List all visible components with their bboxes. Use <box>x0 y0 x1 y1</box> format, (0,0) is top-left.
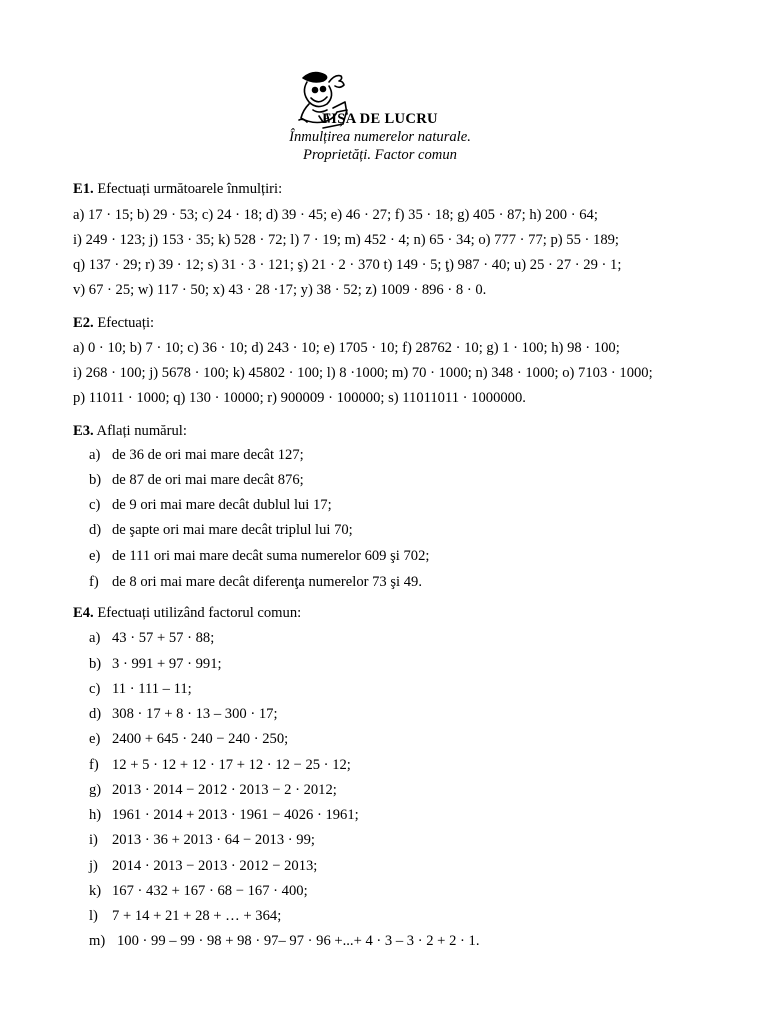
item-text: 2400 + 645 · 240 − 240 · 250; <box>112 731 289 747</box>
item-label: e) <box>89 731 101 747</box>
exercise-4-label: E4. <box>73 605 94 621</box>
exercise-2-instruction: Efectuați: <box>97 315 155 331</box>
exercise-1-line: q) 137 · 29; r) 39 · 12; s) 31 · 3 · 121; ş) 21 · 2 · 370 t) 149 · 5; ţ) 987 · 40; u) 25 · 27 · 29 · 1; <box>73 257 622 273</box>
item-label: a) <box>89 447 101 463</box>
item-label: a) <box>89 630 101 646</box>
exercise-4-item <box>89 807 359 824</box>
item-label: h) <box>89 807 102 823</box>
worksheet-subtitle-properties: Proprietăți. Factor comun <box>303 147 457 163</box>
item-text: 2013 · 2014 − 2012 · 2013 − 2 · 2012; <box>112 782 337 798</box>
exercise-3-item <box>89 447 304 464</box>
exercise-4-item <box>89 731 288 748</box>
exercise-3-item <box>89 522 353 539</box>
exercise-3-item <box>89 574 422 591</box>
item-label: f) <box>89 574 99 590</box>
item-text: de 36 de ori mai mare decât 127; <box>112 447 304 463</box>
item-label: g) <box>89 782 102 798</box>
exercise-1-line: v) 67 · 25; w) 117 · 50; x) 43 · 28 ·17; y) 38 · 52; z) 1009 · 896 · 8 · 0. <box>73 282 487 298</box>
exercise-1-line: i) 249 · 123; j) 153 · 35; k) 528 · 72; l) 7 · 19; m) 452 · 4; n) 65 · 34; o) 777 · 77; p) 55 · 189; <box>73 232 619 248</box>
exercise-2-label: E2. <box>73 315 94 331</box>
item-label: b) <box>89 656 102 672</box>
exercise-3-item <box>89 497 332 514</box>
exercise-3-item <box>89 548 429 565</box>
item-text: 308 · 17 + 8 · 13 – 300 · 17; <box>112 706 278 722</box>
item-label: d) <box>89 522 102 538</box>
item-text: de 8 ori mai mare decât diferenţa numerelor 73 şi 49. <box>112 574 422 590</box>
item-text: de şapte ori mai mare decât triplul lui 70; <box>112 522 353 538</box>
item-text: 100 · 99 – 99 · 98 + 98 · 97– 97 · 96 +...+ 4 · 3 – 3 · 2 + 2 · 1. <box>117 933 480 949</box>
exercise-4-instruction: Efectuați utilizând factorul comun: <box>97 605 302 621</box>
exercise-4-item <box>89 656 222 673</box>
exercise-4-item <box>89 908 281 925</box>
item-label: d) <box>89 706 102 722</box>
item-text: 11 · 111 – 11; <box>112 681 192 697</box>
exercise-3-item <box>89 472 304 489</box>
item-text: de 87 de ori mai mare decât 876; <box>112 472 304 488</box>
item-label: c) <box>89 681 101 697</box>
exercise-1-heading <box>73 181 282 198</box>
item-text: 167 · 432 + 167 · 68 − 167 · 400; <box>112 883 308 899</box>
item-label: f) <box>89 757 99 773</box>
item-text: de 111 ori mai mare decât suma numerelor 609 şi 702; <box>112 548 430 564</box>
item-text: de 9 ori mai mare decât dublul lui 17; <box>112 497 332 513</box>
exercise-2-heading <box>73 315 154 332</box>
exercise-4-item <box>89 933 479 950</box>
exercise-2-line: a) 0 · 10; b) 7 · 10; c) 36 · 10; d) 243 · 10; e) 1705 · 10; f) 28762 · 10; g) 1 · 100; h) 98 · 100; <box>73 340 620 356</box>
exercise-3-heading <box>73 423 187 440</box>
exercise-4-item <box>89 681 192 698</box>
item-text: 43 · 57 + 57 · 88; <box>112 630 215 646</box>
worksheet-subtitle-topic: Înmulțirea numerelor naturale. <box>289 129 471 145</box>
item-text: 1961 · 2014 + 2013 · 1961 − 4026 · 1961; <box>112 807 359 823</box>
exercise-4-item <box>89 757 351 774</box>
exercise-4-item <box>89 883 308 900</box>
item-label: b) <box>89 472 102 488</box>
item-text: 2014 · 2013 − 2013 · 2012 − 2013; <box>112 858 318 874</box>
item-label: e) <box>89 548 101 564</box>
item-label: m) <box>89 933 106 949</box>
exercise-4-item <box>89 706 278 723</box>
item-text: 12 + 5 · 12 + 12 · 17 + 12 · 12 − 25 · 12; <box>112 757 351 773</box>
exercise-4-item <box>89 630 214 647</box>
item-text: 2013 · 36 + 2013 · 64 − 2013 · 99; <box>112 832 315 848</box>
item-label: i) <box>89 832 98 848</box>
item-text: 7 + 14 + 21 + 28 + … + 364; <box>112 908 282 924</box>
exercise-4-heading <box>73 605 301 622</box>
exercise-1-line: a) 17 · 15; b) 29 · 53; c) 24 · 18; d) 39 · 45; e) 46 · 27; f) 35 · 18; g) 405 · 87; h) 200 · 64; <box>73 207 598 223</box>
item-text: 3 · 991 + 97 · 991; <box>112 656 222 672</box>
worksheet-title: FIȘA DE LUCRU <box>322 111 438 127</box>
exercise-1-instruction: Efectuați următoarele înmulțiri: <box>97 181 283 197</box>
exercise-4-item <box>89 832 315 849</box>
exercise-4-item <box>89 782 337 799</box>
exercise-2-line: p) 11011 · 1000; q) 130 · 10000; r) 900009 · 100000; s) 11011011 · 1000000. <box>73 390 526 406</box>
exercise-3-label: E3. <box>73 423 94 439</box>
item-label: j) <box>89 858 98 874</box>
exercise-2-line: i) 268 · 100; j) 5678 · 100; k) 45802 · 100; l) 8 ·1000; m) 70 · 1000; n) 348 · 1000; o) 7103 · 1000; <box>73 365 653 381</box>
exercise-3-instruction: Aflați numărul: <box>96 423 187 439</box>
item-label: c) <box>89 497 101 513</box>
item-label: l) <box>89 908 98 924</box>
exercise-1-label: E1. <box>73 181 94 197</box>
exercise-4-item <box>89 858 317 875</box>
item-label: k) <box>89 883 102 899</box>
